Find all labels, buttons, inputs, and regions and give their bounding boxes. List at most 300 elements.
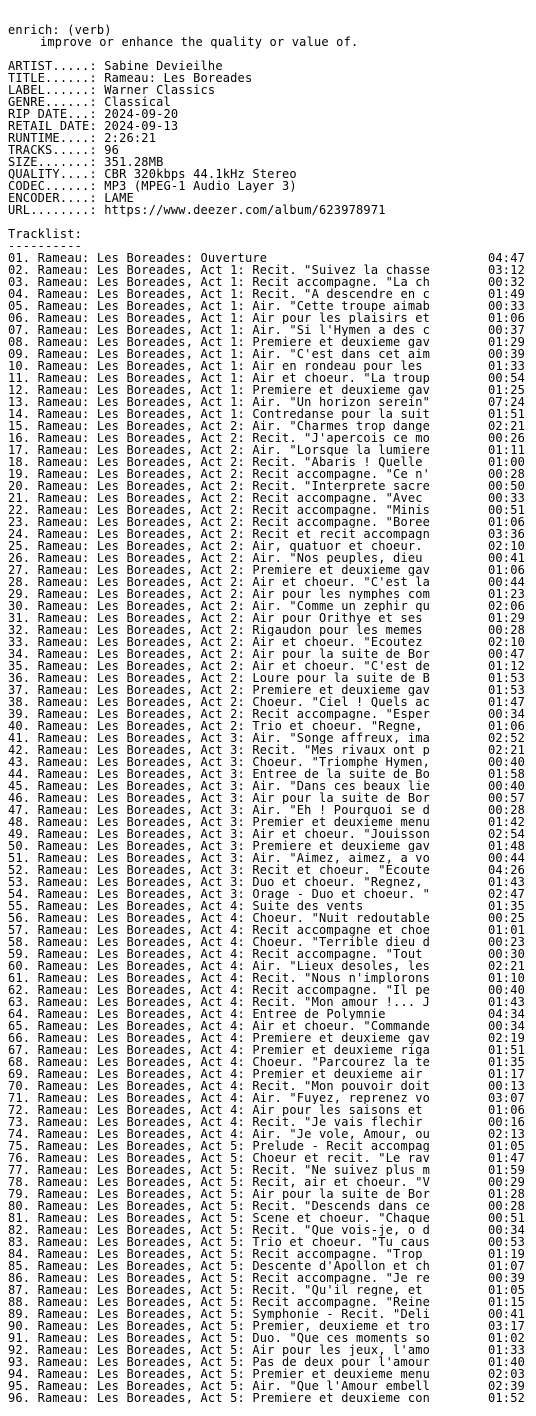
track-title: 27. Rameau: Les Boreades, Act 2: Premiere et deuxieme gav [8, 564, 431, 576]
track-duration: 01:49 [488, 287, 526, 301]
track-title: 37. Rameau: Les Boreades, Act 2: Premiere et deuxieme gav [8, 684, 431, 696]
track-title: 63. Rameau: Les Boreades, Act 4: Recit. "Mon amour !... J [8, 996, 431, 1008]
track-row [8, 1152, 528, 1164]
track-duration: 01:17 [488, 1067, 526, 1081]
info-value: MP3 (MPEG-1 Audio Layer 3) [104, 179, 297, 193]
track-row [8, 408, 528, 420]
track-row [8, 528, 528, 540]
track-title: 28. Rameau: Les Boreades, Act 2: Air et choeur. "C'est la [8, 576, 431, 588]
track-duration: 01:52 [488, 1391, 526, 1405]
track-duration: 00:26 [488, 431, 526, 445]
track-title: 34. Rameau: Les Boreades, Act 2: Air pour la suite de Bor [8, 648, 431, 660]
track-duration: 01:42 [488, 815, 526, 829]
track-row [8, 444, 528, 456]
track-duration: 00:16 [488, 1115, 526, 1129]
track-title: 08. Rameau: Les Boreades, Act 1: Premiere et deuxieme gav [8, 336, 431, 348]
track-row [8, 1104, 528, 1116]
track-row [8, 1284, 528, 1296]
track-duration: 01:06 [488, 563, 526, 577]
track-row [8, 564, 528, 576]
track-row [8, 900, 528, 912]
track-row [8, 708, 528, 720]
track-row [8, 648, 528, 660]
track-title: 33. Rameau: Les Boreades, Act 2: Air et choeur. "Ecoutez [8, 636, 423, 648]
info-label: GENRE......: [8, 95, 105, 109]
track-row [8, 696, 528, 708]
track-title: 11. Rameau: Les Boreades, Act 1: Air et choeur. "La troup [8, 372, 431, 384]
info-value: 2024-09-20 [104, 107, 179, 121]
track-title: 16. Rameau: Les Boreades, Act 2: Recit. "J'apercois ce mo [8, 432, 431, 444]
track-title: 77. Rameau: Les Boreades, Act 5: Recit. "Ne suivez plus m [8, 1164, 431, 1176]
track-duration: 01:58 [488, 767, 526, 781]
track-title: 17. Rameau: Les Boreades, Act 2: Air. "Lorsque la lumiere [8, 444, 431, 456]
track-row [8, 1308, 528, 1320]
track-row [8, 936, 528, 948]
track-duration: 00:54 [488, 371, 526, 385]
track-title: 47. Rameau: Les Boreades, Act 3: Air. "Eh ! Pourquoi se d [8, 804, 431, 816]
track-duration: 00:44 [488, 575, 526, 589]
track-title: 44. Rameau: Les Boreades, Act 3: Entree de la suite de Bo [8, 768, 431, 780]
track-title: 31. Rameau: Les Boreades, Act 2: Air pour Orithye et ses [8, 612, 423, 624]
info-label: URL........: [8, 203, 105, 217]
track-title: 41. Rameau: Les Boreades, Act 3: Air. "Songe affreux, ima [8, 732, 431, 744]
info-label: TITLE......: [8, 71, 105, 85]
track-duration: 00:32 [488, 275, 526, 289]
track-row [8, 1020, 528, 1032]
track-row [8, 1212, 528, 1224]
track-row [8, 948, 528, 960]
track-title: 23. Rameau: Les Boreades, Act 2: Recit accompagne. "Boree [8, 516, 431, 528]
track-title: 01. Rameau: Les Boreades: Ouverture [8, 252, 268, 264]
track-row [8, 780, 528, 792]
track-duration: 00:34 [488, 707, 526, 721]
track-duration: 00:28 [488, 623, 526, 637]
track-title: 68. Rameau: Les Boreades, Act 4: Choeur. "Parcourez la te [8, 1056, 431, 1068]
track-row [8, 1032, 528, 1044]
track-duration: 04:47 [488, 251, 526, 265]
track-title: 42. Rameau: Les Boreades, Act 3: Recit. "Mes rivaux ont p [8, 744, 431, 756]
track-title: 51. Rameau: Les Boreades, Act 3: Air. "Aimez, aimez, a vo [8, 852, 431, 864]
track-title: 49. Rameau: Les Boreades, Act 3: Air et choeur. "Jouisson [8, 828, 431, 840]
track-row [8, 456, 528, 468]
spacer [8, 216, 536, 228]
info-label: ENCODER....: [8, 191, 105, 205]
info-label: RUNTIME....: [8, 131, 105, 145]
track-title: 60. Rameau: Les Boreades, Act 4: Air. "Lieux desoles, les [8, 960, 431, 972]
track-duration: 01:02 [488, 1331, 526, 1345]
track-row [8, 876, 528, 888]
track-duration: 02:21 [488, 959, 526, 973]
track-title: 22. Rameau: Les Boreades, Act 2: Recit accompagne. "Minis [8, 504, 431, 516]
track-duration: 02:13 [488, 1127, 526, 1141]
track-title: 18. Rameau: Les Boreades, Act 2: Recit. "Abaris ! Quelle [8, 456, 423, 468]
track-row [8, 540, 528, 552]
track-duration: 00:28 [488, 1199, 526, 1213]
track-title: 38. Rameau: Les Boreades, Act 2: Choeur. "Ciel ! Quels ac [8, 696, 431, 708]
track-row [8, 468, 528, 480]
track-title: 82. Rameau: Les Boreades, Act 5: Recit. "Que vois-je, o d [8, 1224, 431, 1236]
track-duration: 00:33 [488, 299, 526, 313]
track-row [8, 348, 528, 360]
track-title: 90. Rameau: Les Boreades, Act 5: Premier, deuxieme et tro [8, 1320, 431, 1332]
track-row [8, 264, 528, 276]
track-title: 13. Rameau: Les Boreades, Act 1: Air. "Un horizon serein" [8, 396, 431, 408]
track-row [8, 1080, 528, 1092]
info-label: CODEC......: [8, 179, 105, 193]
track-title: 66. Rameau: Les Boreades, Act 4: Premiere et deuxieme gav [8, 1032, 431, 1044]
track-row [8, 288, 528, 300]
info-label: TRACKS.....: [8, 143, 105, 157]
track-duration: 01:51 [488, 407, 526, 421]
track-row [8, 300, 528, 312]
track-duration: 00:34 [488, 1223, 526, 1237]
track-row [8, 1260, 528, 1272]
track-title: 62. Rameau: Les Boreades, Act 4: Recit accompagne. "Il pe [8, 984, 431, 996]
track-duration: 02:52 [488, 731, 526, 745]
tracklist [8, 252, 536, 1404]
track-duration: 01:48 [488, 839, 526, 853]
track-row [8, 1392, 528, 1404]
track-row [8, 684, 528, 696]
info-value: CBR 320kbps 44.1kHz Stereo [104, 167, 297, 181]
track-duration: 01:25 [488, 383, 526, 397]
track-title: 57. Rameau: Les Boreades, Act 4: Recit accompagne et choe [8, 924, 431, 936]
track-duration: 01:29 [488, 611, 526, 625]
track-row [8, 828, 528, 840]
track-duration: 02:21 [488, 743, 526, 757]
info-value: LAME [104, 191, 134, 205]
track-duration: 02:10 [488, 539, 526, 553]
track-duration: 01:05 [488, 1139, 526, 1153]
track-row [8, 552, 528, 564]
track-duration: 07:24 [488, 395, 526, 409]
track-row [8, 924, 528, 936]
track-row [8, 756, 528, 768]
track-row [8, 360, 528, 372]
track-row [8, 912, 528, 924]
track-duration: 01:53 [488, 671, 526, 685]
track-duration: 02:03 [488, 1367, 526, 1381]
track-duration: 01:51 [488, 1043, 526, 1057]
track-duration: 01:01 [488, 923, 526, 937]
track-row [8, 516, 528, 528]
track-row [8, 1248, 528, 1260]
track-title: 15. Rameau: Les Boreades, Act 2: Air. "Charmes trop dange [8, 420, 431, 432]
track-row [8, 852, 528, 864]
track-duration: 00:30 [488, 947, 526, 961]
track-row [8, 1188, 528, 1200]
track-duration: 00:44 [488, 851, 526, 865]
track-duration: 00:25 [488, 911, 526, 925]
track-duration: 00:40 [488, 983, 526, 997]
track-title: 76. Rameau: Les Boreades, Act 5: Choeur et recit. "Le rav [8, 1152, 431, 1164]
info-url: https://www.deezer.com/album/623978971 [104, 203, 386, 217]
track-title: 03. Rameau: Les Boreades, Act 1: Recit accompagne. "La ch [8, 276, 431, 288]
track-row [8, 276, 528, 288]
track-title: 94. Rameau: Les Boreades, Act 5: Premier et deuxieme menu [8, 1368, 431, 1380]
tracklist-rule: ---------- [8, 239, 83, 253]
track-duration: 01:11 [488, 443, 526, 457]
track-title: 20. Rameau: Les Boreades, Act 2: Recit. "Interprete sacre [8, 480, 431, 492]
track-duration: 00:41 [488, 1307, 526, 1321]
track-row [8, 672, 528, 684]
track-row [8, 1344, 528, 1356]
track-title: 95. Rameau: Les Boreades, Act 5: Air. "Que l'Amour embell [8, 1380, 431, 1392]
track-row [8, 1140, 528, 1152]
track-row [8, 1272, 528, 1284]
track-title: 81. Rameau: Les Boreades, Act 5: Scene et choeur. "Chaque [8, 1212, 431, 1224]
track-duration: 01:12 [488, 659, 526, 673]
track-duration: 00:29 [488, 1175, 526, 1189]
track-title: 64. Rameau: Les Boreades, Act 4: Entree de Polymnie [8, 1008, 386, 1020]
track-title: 84. Rameau: Les Boreades, Act 5: Recit accompagne. "Trop [8, 1248, 423, 1260]
track-duration: 00:39 [488, 1271, 526, 1285]
track-duration: 01:29 [488, 335, 526, 349]
track-duration: 02:54 [488, 827, 526, 841]
info-value: Sabine Devieilhe [104, 59, 223, 73]
track-row [8, 1356, 528, 1368]
track-row [8, 804, 528, 816]
track-title: 24. Rameau: Les Boreades, Act 2: Recit et recit accompagn [8, 528, 431, 540]
track-duration: 00:28 [488, 467, 526, 481]
track-row [8, 312, 528, 324]
track-duration: 04:26 [488, 863, 526, 877]
track-title: 74. Rameau: Les Boreades, Act 4: Air. "Je vole, Amour, ou [8, 1128, 431, 1140]
track-duration: 00:51 [488, 1211, 526, 1225]
track-title: 39. Rameau: Les Boreades, Act 2: Recit accompagne. "Esper [8, 708, 431, 720]
track-title: 10. Rameau: Les Boreades, Act 1: Air en rondeau pour les [8, 360, 423, 372]
track-duration: 00:28 [488, 803, 526, 817]
track-row [8, 1296, 528, 1308]
track-title: 06. Rameau: Les Boreades, Act 1: Air pour les plaisirs et [8, 312, 431, 324]
track-duration: 02:06 [488, 599, 526, 613]
track-title: 09. Rameau: Les Boreades, Act 1: Air. "C'est dans cet aim [8, 348, 431, 360]
track-row [8, 1368, 528, 1380]
track-duration: 01:06 [488, 1103, 526, 1117]
track-title: 78. Rameau: Les Boreades, Act 5: Recit, air et choeur. "V [8, 1176, 431, 1188]
track-title: 54. Rameau: Les Boreades, Act 3: Orage - Duo et choeur. " [8, 888, 431, 900]
track-row [8, 1044, 528, 1056]
track-title: 56. Rameau: Les Boreades, Act 4: Choeur. "Nuit redoutable [8, 912, 431, 924]
track-duration: 01:28 [488, 1187, 526, 1201]
track-duration: 01:35 [488, 899, 526, 913]
track-row [8, 480, 528, 492]
track-title: 85. Rameau: Les Boreades, Act 5: Descente d'Apollon et ch [8, 1260, 431, 1272]
track-row [8, 1008, 528, 1020]
definition-meaning: improve or enhance the quality or value of. [40, 35, 359, 49]
info-value: 351.28MB [104, 155, 164, 169]
track-duration: 03:36 [488, 527, 526, 541]
track-row [8, 996, 528, 1008]
track-title: 04. Rameau: Les Boreades, Act 1: Recit. "A descendre en c [8, 288, 431, 300]
track-duration: 01:19 [488, 1247, 526, 1261]
track-row [8, 372, 528, 384]
track-row [8, 660, 528, 672]
track-title: 25. Rameau: Les Boreades, Act 2: Air, quatuor et choeur. [8, 540, 423, 552]
track-row [8, 624, 528, 636]
track-title: 70. Rameau: Les Boreades, Act 4: Recit. "Mon pouvoir doit [8, 1080, 431, 1092]
track-duration: 00:40 [488, 755, 526, 769]
track-row [8, 1056, 528, 1068]
track-title: 14. Rameau: Les Boreades, Act 1: Contredanse pour la suit [8, 408, 431, 420]
info-label: LABEL......: [8, 83, 105, 97]
track-duration: 01:40 [488, 1355, 526, 1369]
track-row [8, 1116, 528, 1128]
track-title: 40. Rameau: Les Boreades, Act 2: Trio et choeur. "Regne, [8, 720, 423, 732]
track-duration: 01:06 [488, 515, 526, 529]
track-title: 80. Rameau: Les Boreades, Act 5: Recit. "Descends dans ce [8, 1200, 431, 1212]
track-title: 43. Rameau: Les Boreades, Act 3: Choeur. "Triomphe Hymen, [8, 756, 431, 768]
track-duration: 00:40 [488, 779, 526, 793]
track-duration: 00:39 [488, 347, 526, 361]
track-row [8, 768, 528, 780]
track-title: 69. Rameau: Les Boreades, Act 4: Premier et deuxieme air [8, 1068, 423, 1080]
track-duration: 03:07 [488, 1091, 526, 1105]
track-title: 32. Rameau: Les Boreades, Act 2: Rigaudon pour les memes [8, 624, 423, 636]
track-row [8, 1176, 528, 1188]
track-duration: 01:23 [488, 587, 526, 601]
track-row [8, 816, 528, 828]
info-value: 2024-09-13 [104, 119, 179, 133]
track-row [8, 792, 528, 804]
track-row [8, 1224, 528, 1236]
track-title: 92. Rameau: Les Boreades, Act 5: Air pour les jeux, l'amo [8, 1344, 431, 1356]
track-duration: 00:13 [488, 1079, 526, 1093]
track-row [8, 972, 528, 984]
track-row [8, 396, 528, 408]
track-duration: 02:10 [488, 635, 526, 649]
track-row [8, 960, 528, 972]
info-label: QUALITY....: [8, 167, 105, 181]
track-title: 96. Rameau: Les Boreades, Act 5: Premiere et deuxieme con [8, 1392, 431, 1404]
track-duration: 02:47 [488, 887, 526, 901]
track-duration: 01:59 [488, 1163, 526, 1177]
track-title: 19. Rameau: Les Boreades, Act 2: Recit accompagne. "Ce n' [8, 468, 431, 480]
track-duration: 02:19 [488, 1031, 526, 1045]
track-row [8, 504, 528, 516]
info-label: SIZE.......: [8, 155, 105, 169]
track-title: 71. Rameau: Les Boreades, Act 4: Air. "Fuyez, reprenez vo [8, 1092, 431, 1104]
track-title: 75. Rameau: Les Boreades, Act 5: Prelude - Recit accompag [8, 1140, 431, 1152]
track-row [8, 1380, 528, 1392]
track-duration: 01:06 [488, 311, 526, 325]
track-title: 91. Rameau: Les Boreades, Act 5: Duo. "Que ces moments so [8, 1332, 431, 1344]
track-duration: 03:12 [488, 263, 526, 277]
track-title: 61. Rameau: Les Boreades, Act 4: Recit. "Nous n'implorons [8, 972, 431, 984]
track-duration: 00:41 [488, 551, 526, 565]
track-title: 88. Rameau: Les Boreades, Act 5: Recit accompagne. "Reine [8, 1296, 431, 1308]
track-duration: 00:34 [488, 1019, 526, 1033]
track-title: 55. Rameau: Les Boreades, Act 4: Suite des vents [8, 900, 364, 912]
info-value: 2:26:21 [104, 131, 157, 145]
track-duration: 01:05 [488, 1283, 526, 1297]
track-title: 58. Rameau: Les Boreades, Act 4: Choeur. "Terrible dieu d [8, 936, 431, 948]
track-row [8, 1092, 528, 1104]
track-duration: 01:43 [488, 875, 526, 889]
track-row [8, 336, 528, 348]
track-title: 93. Rameau: Les Boreades, Act 5: Pas de deux pour l'amour [8, 1356, 431, 1368]
track-row [8, 1320, 528, 1332]
track-duration: 00:51 [488, 503, 526, 517]
info-label: RETAIL DATE: [8, 119, 105, 133]
track-row [8, 252, 528, 264]
track-duration: 00:53 [488, 1235, 526, 1249]
track-row [8, 1200, 528, 1212]
track-duration: 02:21 [488, 419, 526, 433]
track-title: 05. Rameau: Les Boreades, Act 1: Air. "Cette troupe aimab [8, 300, 431, 312]
track-title: 21. Rameau: Les Boreades, Act 2: Recit accompagne. "Avec [8, 492, 423, 504]
info-value: 96 [104, 143, 120, 157]
track-row [8, 1068, 528, 1080]
track-row [8, 840, 528, 852]
track-row [8, 1236, 528, 1248]
info-value: Classical [104, 95, 171, 109]
track-title: 53. Rameau: Les Boreades, Act 3: Duo et choeur. "Regnez, [8, 876, 423, 888]
track-title: 87. Rameau: Les Boreades, Act 5: Recit. "Qu'il regne, et [8, 1284, 423, 1296]
track-duration: 01:33 [488, 359, 526, 373]
track-row [8, 732, 528, 744]
track-duration: 02:39 [488, 1379, 526, 1393]
track-title: 65. Rameau: Les Boreades, Act 4: Air et choeur. "Commande [8, 1020, 431, 1032]
track-row [8, 600, 528, 612]
track-row [8, 324, 528, 336]
track-row [8, 576, 528, 588]
track-title: 73. Rameau: Les Boreades, Act 4: Recit. "Je vais flechir [8, 1116, 423, 1128]
track-duration: 03:17 [488, 1319, 526, 1333]
track-row [8, 1164, 528, 1176]
track-row [8, 588, 528, 600]
track-duration: 01:43 [488, 995, 526, 1009]
track-title: 83. Rameau: Les Boreades, Act 5: Trio et choeur. "Tu caus [8, 1236, 431, 1248]
track-row [8, 984, 528, 996]
release-info [8, 60, 536, 216]
track-title: 79. Rameau: Les Boreades, Act 5: Air pour la suite de Bor [8, 1188, 431, 1200]
track-row [8, 432, 528, 444]
track-duration: 01:53 [488, 683, 526, 697]
track-title: 89. Rameau: Les Boreades, Act 5: Symphonie - Recit. "Deli [8, 1308, 431, 1320]
info-value: Rameau: Les Boreades [104, 71, 253, 85]
track-duration: 01:33 [488, 1343, 526, 1357]
track-duration: 01:15 [488, 1295, 526, 1309]
track-duration: 00:47 [488, 647, 526, 661]
definition-headword: enrich: (verb) [8, 23, 112, 37]
track-duration: 01:10 [488, 971, 526, 985]
track-row [8, 420, 528, 432]
track-title: 48. Rameau: Les Boreades, Act 3: Premier et deuxieme menu [8, 816, 431, 828]
track-duration: 00:33 [488, 491, 526, 505]
track-duration: 01:47 [488, 695, 526, 709]
track-row [8, 492, 528, 504]
track-row [8, 1128, 528, 1140]
track-title: 86. Rameau: Les Boreades, Act 5: Recit accompagne. "Je re [8, 1272, 431, 1284]
track-title: 67. Rameau: Les Boreades, Act 4: Premier et deuxieme riga [8, 1044, 431, 1056]
track-title: 36. Rameau: Les Boreades, Act 2: Loure pour la suite de B [8, 672, 431, 684]
track-title: 59. Rameau: Les Boreades, Act 4: Recit accompagne. "Tout [8, 948, 423, 960]
track-duration: 01:35 [488, 1055, 526, 1069]
track-title: 02. Rameau: Les Boreades, Act 1: Recit. "Suivez la chasse [8, 264, 431, 276]
track-duration: 00:23 [488, 935, 526, 949]
track-title: 29. Rameau: Les Boreades, Act 2: Air pour les nymphes com [8, 588, 431, 600]
track-title: 26. Rameau: Les Boreades, Act 2: Air. "Nos peuples, dieu [8, 552, 423, 564]
track-duration: 00:50 [488, 479, 526, 493]
track-row [8, 636, 528, 648]
track-duration: 01:47 [488, 1151, 526, 1165]
track-row [8, 864, 528, 876]
track-title: 07. Rameau: Les Boreades, Act 1: Air. "Si l'Hymen a des c [8, 324, 431, 336]
track-duration: 04:34 [488, 1007, 526, 1021]
track-row [8, 612, 528, 624]
info-label: ARTIST.....: [8, 59, 105, 73]
